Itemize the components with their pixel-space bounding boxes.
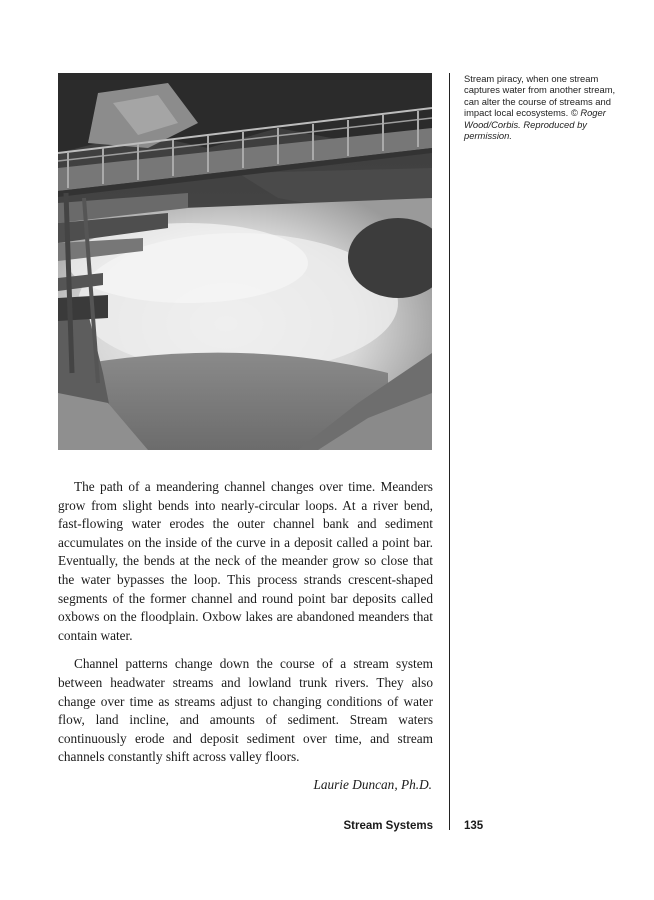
caption-text: Stream piracy, when one stream captures water from another stream, can alter the course of streams and impact local ecosystems. [464,73,616,119]
column-divider [449,73,450,830]
figure-caption [464,73,619,141]
author-signature: Laurie Duncan, Ph.D. [313,777,432,792]
paragraph-channel-patterns: Channel patterns change down the course of a stream system between headwater streams and lowland trunk rivers. They also change over time as streams adjust to changing conditions of water flow, land incline, and amounts of sediment. Stream waters continuously erode and deposit sediment over time, and stream channels constantly shift across valley floors. [58,656,433,765]
caption-credit: © Roger Wood/Corbis. Reproduced by permission. [464,107,606,142]
running-footer-title: Stream Systems [343,820,433,832]
article-body [58,478,433,777]
page-number: 135 [464,820,484,832]
paragraph-meanders: The path of a meandering channel changes over time. Meanders grow from slight bends into nearly-circular loops. At a river bend, fast-flowing water erodes the outer channel bank and sediment accumulates on the inside of the curve in a deposit called a point bar. Eventually, the bends at the neck of the meander grow so close that the water bypasses the loop. This process strands crescent-shaped segments of the former channel and round point bar deposits called oxbows on the floodplain. Oxbow lakes are abandoned meanders that contain water. [58,479,433,643]
river-bridge-photo [58,73,432,450]
